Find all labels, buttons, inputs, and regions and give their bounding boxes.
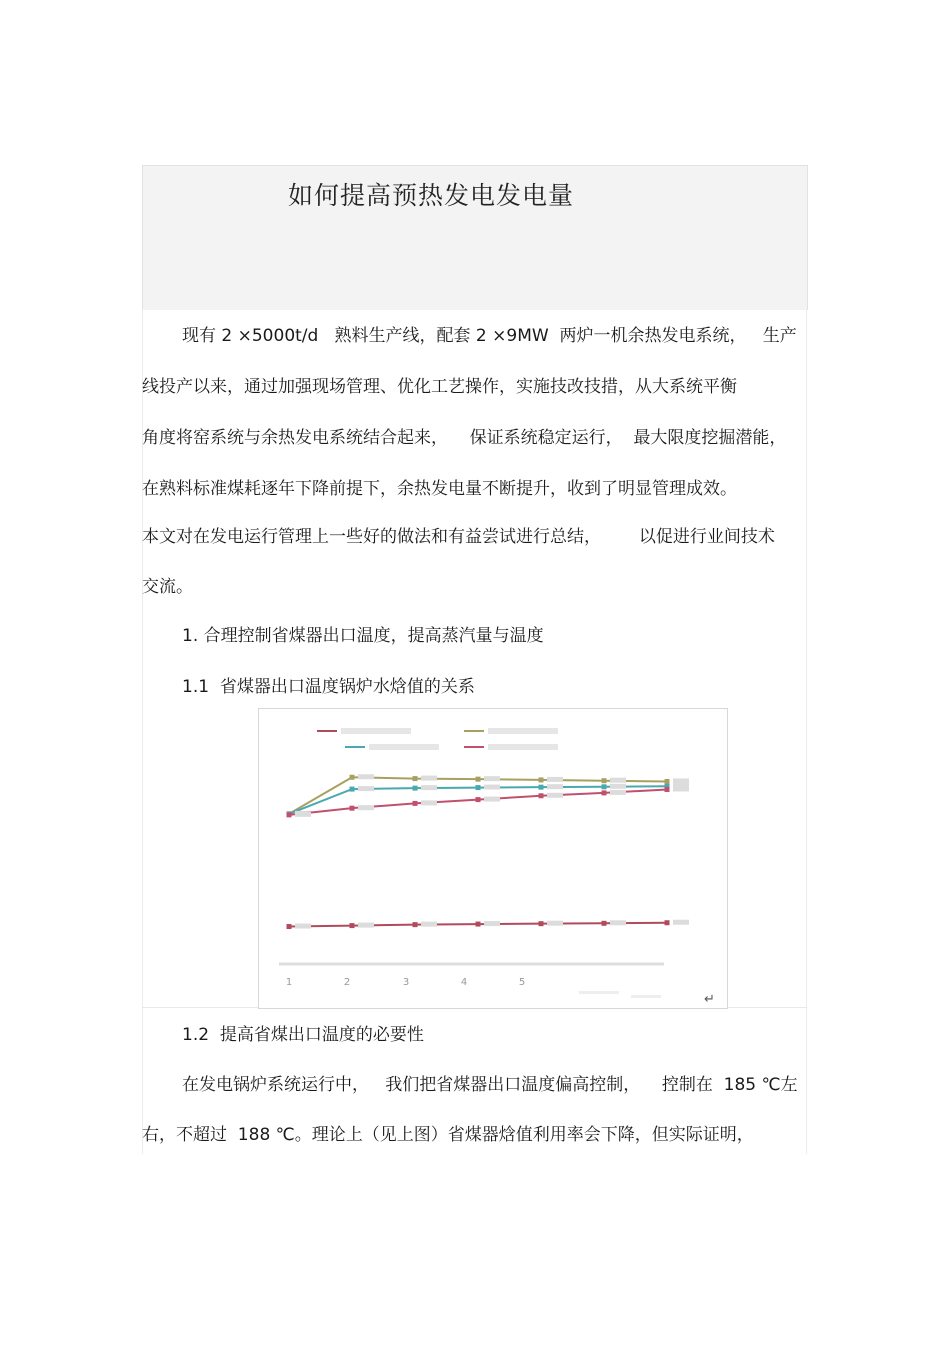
legend-text-placeholder (488, 744, 558, 750)
x-tick-label: 3 (402, 977, 410, 988)
legend-text-placeholder (341, 728, 411, 734)
document-title: 如何提高预热发电发电量 (288, 181, 575, 210)
data-point (350, 775, 355, 780)
data-point (413, 801, 418, 806)
data-label-placeholder (484, 785, 500, 790)
x-tick-label: 5 (518, 977, 526, 988)
data-point (539, 793, 544, 798)
data-point (476, 785, 481, 790)
data-label-placeholder (673, 786, 689, 791)
data-point (665, 787, 670, 792)
data-label-placeholder (358, 774, 374, 779)
data-point (602, 784, 607, 789)
data-point (602, 790, 607, 795)
frame-border-right (806, 309, 807, 1154)
data-point (602, 921, 607, 926)
paragraph-line: 在熟料标准煤耗逐年下降前提下，余热发电量不断提升，收到了明显管理成效。 (142, 479, 737, 499)
data-label-placeholder (358, 923, 374, 928)
data-point (476, 922, 481, 927)
data-label-placeholder (610, 784, 626, 789)
data-point (539, 777, 544, 782)
data-label-placeholder (295, 924, 311, 929)
data-point (476, 797, 481, 802)
legend-text-placeholder (488, 728, 558, 734)
paragraph-line: 角度将窑系统与余热发电系统结合起来， 保证系统稳定运行， 最大限度挖掘潜能， (142, 428, 787, 448)
data-label-placeholder (421, 922, 437, 927)
data-label-placeholder (358, 786, 374, 791)
data-label-placeholder (421, 785, 437, 790)
data-label-placeholder (610, 778, 626, 783)
chart-canvas (259, 709, 727, 1008)
data-point (287, 924, 292, 929)
data-point (350, 806, 355, 811)
data-label-placeholder (484, 776, 500, 781)
data-point (602, 778, 607, 783)
scan-artifact (579, 991, 619, 994)
data-point (665, 920, 670, 925)
paragraph-line: 本文对在发电运行管理上一些好的做法和有益尝试进行总结， 以促进行业间技术 (142, 527, 775, 547)
data-point (413, 786, 418, 791)
data-label-placeholder (421, 800, 437, 805)
x-tick-label: 4 (460, 977, 468, 988)
subsection-heading: 1.1 省煤器出口温度锅炉水焓值的关系 (182, 677, 475, 697)
data-label-placeholder (673, 920, 689, 925)
paragraph-line: 交流。 (142, 577, 193, 597)
data-label-placeholder (547, 784, 563, 789)
data-label-placeholder (484, 797, 500, 802)
data-point (350, 923, 355, 928)
paragraph-line: 现有 2 ×5000t/d 熟料生产线，配套 2 ×9MW 两炉一机余热发电系统， 生产 (182, 326, 797, 346)
data-label-placeholder (295, 812, 311, 817)
x-tick-label: 1 (285, 977, 293, 988)
paragraph-line: 在发电锅炉系统运行中， 我们把省煤器出口温度偏高控制， 控制在 185 ℃左 (182, 1075, 798, 1095)
data-label-placeholder (421, 776, 437, 781)
data-label-placeholder (673, 778, 689, 783)
data-point (539, 785, 544, 790)
data-point (413, 922, 418, 927)
scan-artifact (631, 995, 661, 998)
data-label-placeholder (358, 805, 374, 810)
section-heading: 1. 合理控制省煤器出口温度，提高蒸汽量与温度 (182, 626, 544, 646)
data-point (539, 921, 544, 926)
data-point (476, 777, 481, 782)
data-point (287, 812, 292, 817)
data-label-placeholder (547, 921, 563, 926)
data-label-placeholder (610, 790, 626, 795)
data-label-placeholder (547, 793, 563, 798)
x-tick-label: 2 (343, 977, 351, 988)
data-label-placeholder (547, 777, 563, 782)
data-label-placeholder (610, 920, 626, 925)
data-point (350, 787, 355, 792)
data-label-placeholder (484, 921, 500, 926)
return-mark: ↵ (704, 992, 715, 1007)
enthalpy-chart (258, 708, 728, 1009)
paragraph-line: 右，不超过 188 ℃。理论上（见上图）省煤器焓值利用率会下降，但实际证明， (142, 1125, 754, 1145)
legend-text-placeholder (369, 744, 439, 750)
subsection-heading: 1.2 提高省煤出口温度的必要性 (182, 1025, 424, 1045)
data-point (413, 776, 418, 781)
paragraph-line: 线投产以来，通过加强现场管理、优化工艺操作，实施技改技措，从大系统平衡 (142, 377, 737, 397)
data-point (665, 779, 670, 784)
